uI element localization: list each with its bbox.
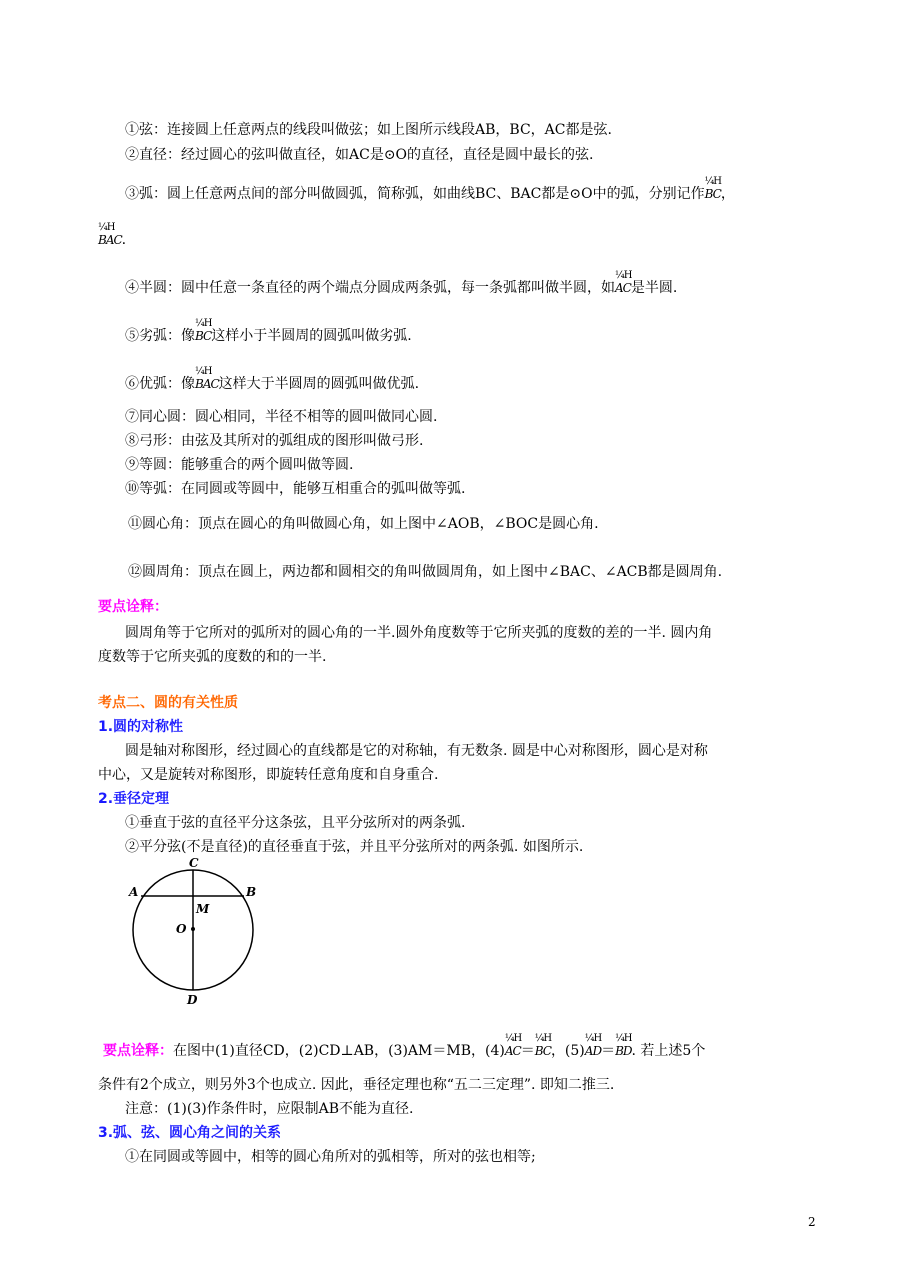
def-diameter: ②直径：经过圆心的弦叫做直径，如AC是⊙O的直径，直径是圆中最长的弦. <box>125 147 594 163</box>
def-equal-arcs: ⑩等弧：在同圆或等圆中，能够互相重合的弧叫做等弧. <box>125 481 466 497</box>
arc-ac-symbol: ¼H AC <box>615 270 632 295</box>
def-central-angle: ⑪圆心角：顶点在圆心的角叫做圆心角，如上图中∠AOB，∠BOC是圆心角. <box>128 516 599 532</box>
subsection-perpendicular: 2.垂径定理 <box>98 791 170 807</box>
label-c: C <box>189 856 199 870</box>
note-text-line1: 圆周角等于它所对的弧所对的圆心角的一半.圆外角度数等于它所夹弧的度数的差的一半. 圆内角 <box>125 625 713 641</box>
arc-bac-symbol: ¼H BAC <box>98 222 122 247</box>
subsection-symmetry: 1.圆的对称性 <box>98 719 184 735</box>
label-b: B <box>246 885 257 899</box>
relation-line1: ①在同圆或等圆中，相等的圆心角所对的弧相等，所对的弦也相等; <box>125 1149 536 1165</box>
def-concentric: ⑦同心圆：圆心相同，半径不相等的圆叫做同心圆. <box>125 409 438 425</box>
perpendicular-diameter-figure <box>120 852 270 1007</box>
def-chord: ①弦：连接圆上任意两点的线段叫做弦；如上图所示线段AB，BC，AC都是弦. <box>125 122 612 138</box>
def-arc: ③弧：圆上任意两点间的部分叫做圆弧，简称弧，如曲线BC、BAC都是⊙O中的弧，分别记作 ¼H BC， <box>125 176 735 202</box>
arc-bc-symbol: ¼H BC <box>195 318 212 343</box>
perpendicular-line1: ①垂直于弦的直径平分这条弦，且平分弦所对的两条弧. <box>125 815 466 831</box>
symmetry-line1: 圆是轴对称图形，经过圆心的直线都是它的对称轴，有无数条. 圆是中心对称图形，圆心是对称 <box>125 743 708 759</box>
perpendicular-line2: ②平分弦(不是直径)的直径垂直于弦，并且平分弦所对的两条弧. 如图所示. <box>125 839 584 855</box>
def-major-arc: ⑥优弧：像 ¼H BAC这样大于半圆周的圆弧叫做优弧. <box>125 366 420 392</box>
def-arc-cont: ¼H BAC. <box>98 222 127 248</box>
symmetry-line2: 中心，又是旋转对称图形，即旋转任意角度和自身重合. <box>98 767 439 783</box>
note2-line1: 要点诠释：在图中(1)直径CD，(2)CD⊥AB，(3)AM＝MB，(4) ¼H AC＝ ¼H BC，(5) ¼H AD＝ ¼H BD. 若上述5个 <box>103 1033 706 1059</box>
def-inscribed-angle: ⑫圆周角：顶点在圆上，两边都和圆相交的角叫做圆周角，如上图中∠BAC、∠ACB都是圆周角. <box>128 564 723 580</box>
arc-bac-symbol: ¼H BAC <box>195 366 219 391</box>
subsection-arc-chord: 3.弧、弦、圆心角之间的关系 <box>98 1125 282 1141</box>
note2-line2: 条件有2个成立，则另外3个也成立. 因此，垂径定理也称“五二三定理”. 即知二推三. <box>98 1077 615 1093</box>
def-minor-arc: ⑤劣弧：像 ¼H BC这样小于半圆周的圆弧叫做劣弧. <box>125 318 412 344</box>
arc-ad-symbol: ¼H AD <box>584 1033 602 1058</box>
def-segment: ⑧弓形：由弦及其所对的弧组成的图形叫做弓形. <box>125 433 424 449</box>
def-semicircle: ④半圆：圆中任意一条直径的两个端点分圆成两条弧，每一条弧都叫做半圆，如 ¼H AC是半圆. <box>125 270 678 296</box>
arc-bd-symbol: ¼H BD <box>615 1033 632 1058</box>
label-d: D <box>187 993 198 1007</box>
def-equal-circles: ⑨等圆：能够重合的两个圆叫做等圆. <box>125 457 354 473</box>
page-number: 2 <box>808 1215 816 1229</box>
center-point <box>191 927 195 931</box>
note2-line3: 注意：(1)(3)作条件时，应限制AB不能为直径. <box>125 1101 414 1117</box>
section-title: 考点二、圆的有关性质 <box>98 695 238 711</box>
arc-bc-symbol: ¼H BC <box>704 176 721 201</box>
label-m: M <box>196 902 210 916</box>
arc-ac-symbol: ¼H AC <box>504 1033 522 1058</box>
arc-bc-symbol: ¼H BC <box>534 1033 552 1058</box>
label-o: O <box>176 922 187 936</box>
label-a: A <box>129 885 139 899</box>
note-text-line2: 度数等于它所夹弧的度数的和的一半. <box>98 649 327 665</box>
note-title: 要点诠释： <box>98 599 168 615</box>
